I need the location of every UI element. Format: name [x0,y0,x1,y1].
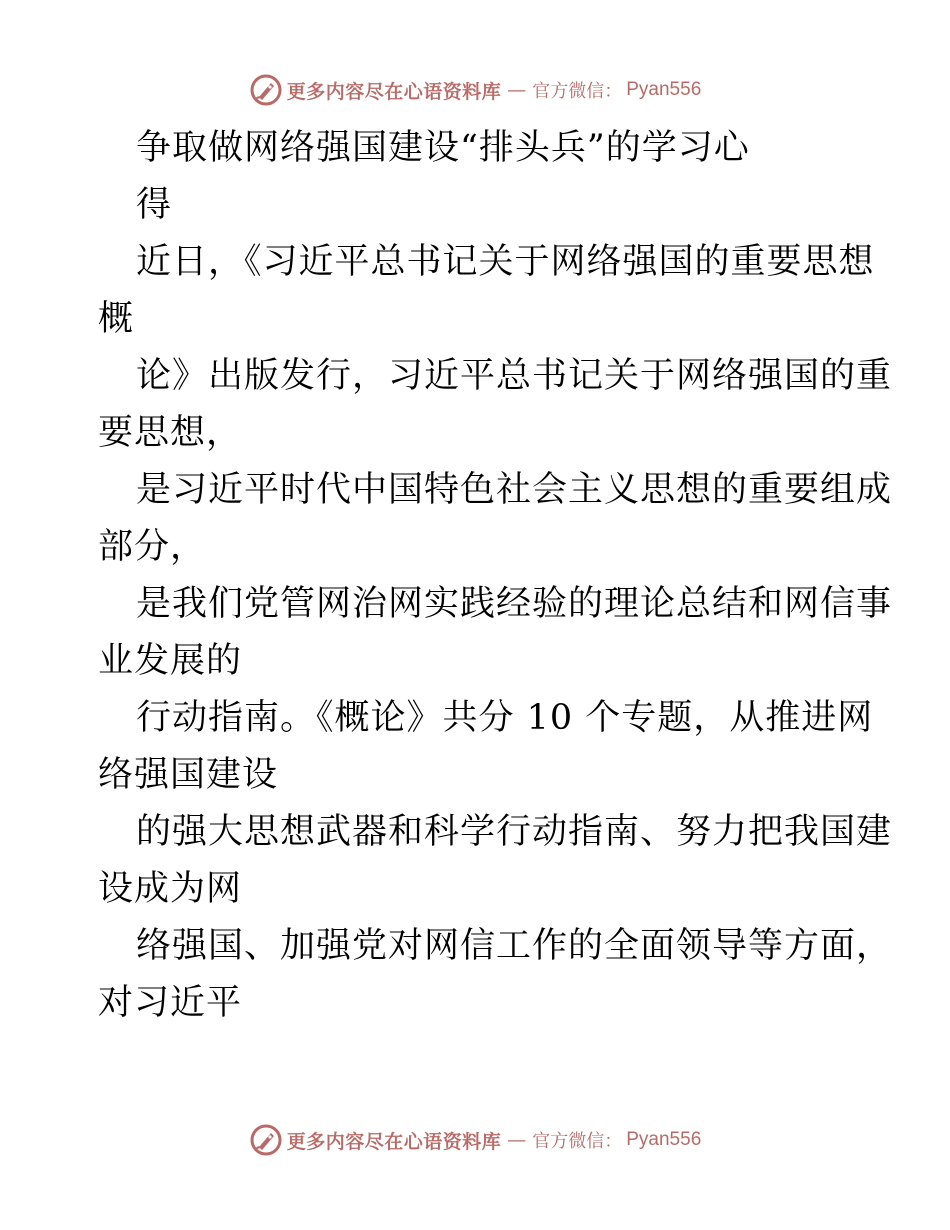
body-line: 近日，《习近平总书记关于网络强国的重要思想 [136,242,875,282]
body-line: 设成为网 [98,869,243,909]
header-banner [0,70,950,110]
body-line: 的强大思想武器和科学行动指南、努力把我国建 [136,812,893,852]
body-line: 络强国、加强党对网信工作的全面领导等方面， [136,926,893,966]
body-line: 是我们党管网治网实践经验的理论总结和网信事 [136,584,893,624]
body-line: 行动指南。《概论》共分 10 个专题，从推进网 [136,698,874,738]
body-line: 论》出版发行，习近平总书记关于网络强国的重 [136,356,893,396]
body-line: 业发展的 [98,641,243,681]
wechat-label: 官方微信： [532,1131,623,1152]
body-line: 络强国建设 [98,755,279,795]
banner-dash: — [507,1129,527,1151]
body-line: 要思想， [98,413,243,453]
banner-text: 更多内容尽在心语资料库 [286,80,502,103]
document-title-line-2: 得 [136,185,173,225]
banner-dash: — [507,79,527,101]
wechat-id: Pyan556 [626,79,702,100]
document-content [98,120,893,1032]
body-line: 概 [98,299,135,339]
body-line: 是习近平时代中国特色社会主义思想的重要组成 [136,470,893,510]
wechat-label: 官方微信： [532,81,623,102]
document-title-line-1: 争取做网络强国建设“排头兵”的学习心 [136,128,750,168]
pen-nib-logo-icon [249,1123,283,1157]
wechat-id: Pyan556 [626,1129,702,1150]
body-line: 部分， [98,527,207,567]
pen-nib-logo-icon [249,73,283,107]
body-line: 对习近平 [98,983,243,1023]
banner-text: 更多内容尽在心语资料库 [286,1130,502,1153]
footer-banner [0,1120,950,1160]
